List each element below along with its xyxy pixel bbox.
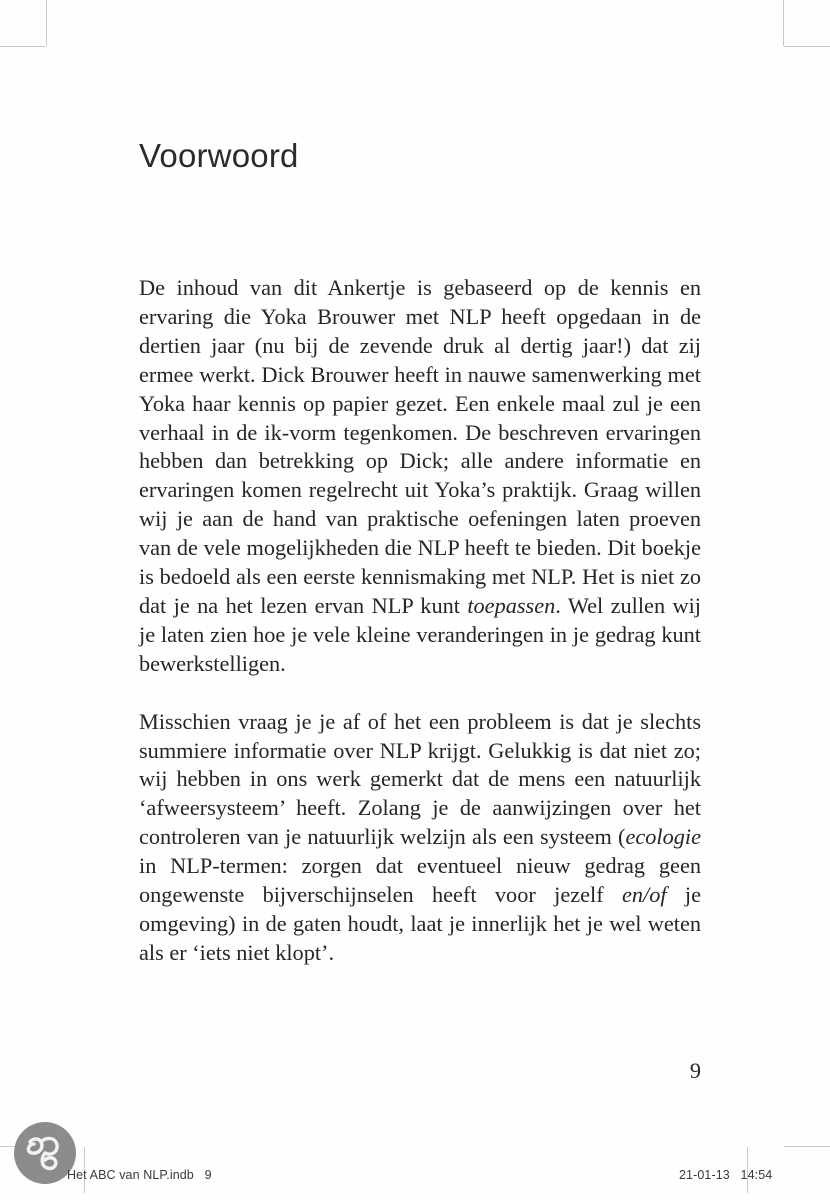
- crop-mark-top-right-horizontal: [784, 46, 830, 47]
- page-title: Voorwoord: [139, 137, 299, 175]
- paragraph-1: [139, 274, 701, 708]
- crop-mark-bottom-right-horizontal: [784, 1146, 830, 1147]
- text-run: De inhoud van dit Ankertje is gebaseerd op de kennis en ervaring die Yoka Brouwer met NLP heeft opgedaan in de dertien jaar (nu bij de zevende druk al dertig jaar!) dat zij ermee werkt. Dick Brouwer heeft in nauwe samenwerking met Yoka haar kennis op papier gezet. Een enkele maal zul je een verhaal in de ik-vorm tegenkomen. De beschreven ervaringen hebben dan betrekking op Dick; alle andere informatie en ervaringen komen regelrecht uit Yoka’s praktijk. Graag willen wij je aan de hand van praktische oefeningen laten proeven van de vele mogelijkheden die NLP heeft te bieden. Dit boekje is bedoeld als een eerste kennismaking met NLP. Het is niet zo dat je na het lezen ervan NLP kunt: [139, 275, 701, 618]
- print-slug-footer: [0, 1158, 830, 1200]
- crop-mark-top-right-vertical: [783, 0, 784, 46]
- text-run: in NLP-termen: zorgen dat eventueel nieuw gedrag geen ongewenste bijverschijnselen heeft voor jezelf: [139, 853, 701, 908]
- crop-mark-top-left-vertical: [46, 0, 47, 46]
- crop-mark-top-left-horizontal: [0, 46, 46, 47]
- emphasis-ecologie: ecologie: [625, 824, 701, 850]
- page-number: 9: [689, 1058, 701, 1083]
- footer-filename: Het ABC van NLP.indb 9: [67, 1168, 212, 1182]
- text-run: je omgeving) in de gaten houdt, laat je innerlijk het je wel weten als er ‘iets niet klopt’.: [139, 882, 701, 965]
- footer-timestamp: 21-01-13 14:54: [679, 1168, 773, 1182]
- emphasis-toepassen: toepassen: [467, 592, 556, 618]
- text-run: . Wel zullen wij je laten zien hoe je vele kleine veranderingen in je gedrag kunt bewerkstelligen.: [139, 592, 701, 676]
- text-run: Misschien vraag je je af of het een probleem is dat je slechts summiere informatie over NLP krijgt. Gelukkig is dat niet zo; wij hebben in ons werk gemerkt dat de mens een natuurlijk ‘afweersysteem’ heeft. Zolang je de aanwijzingen over het controleren van je natuurlijk welzijn als een systeem (: [139, 708, 701, 850]
- emphasis-en-of: en/of: [621, 882, 667, 908]
- paragraph-2: [139, 708, 701, 968]
- body-text: [139, 274, 701, 968]
